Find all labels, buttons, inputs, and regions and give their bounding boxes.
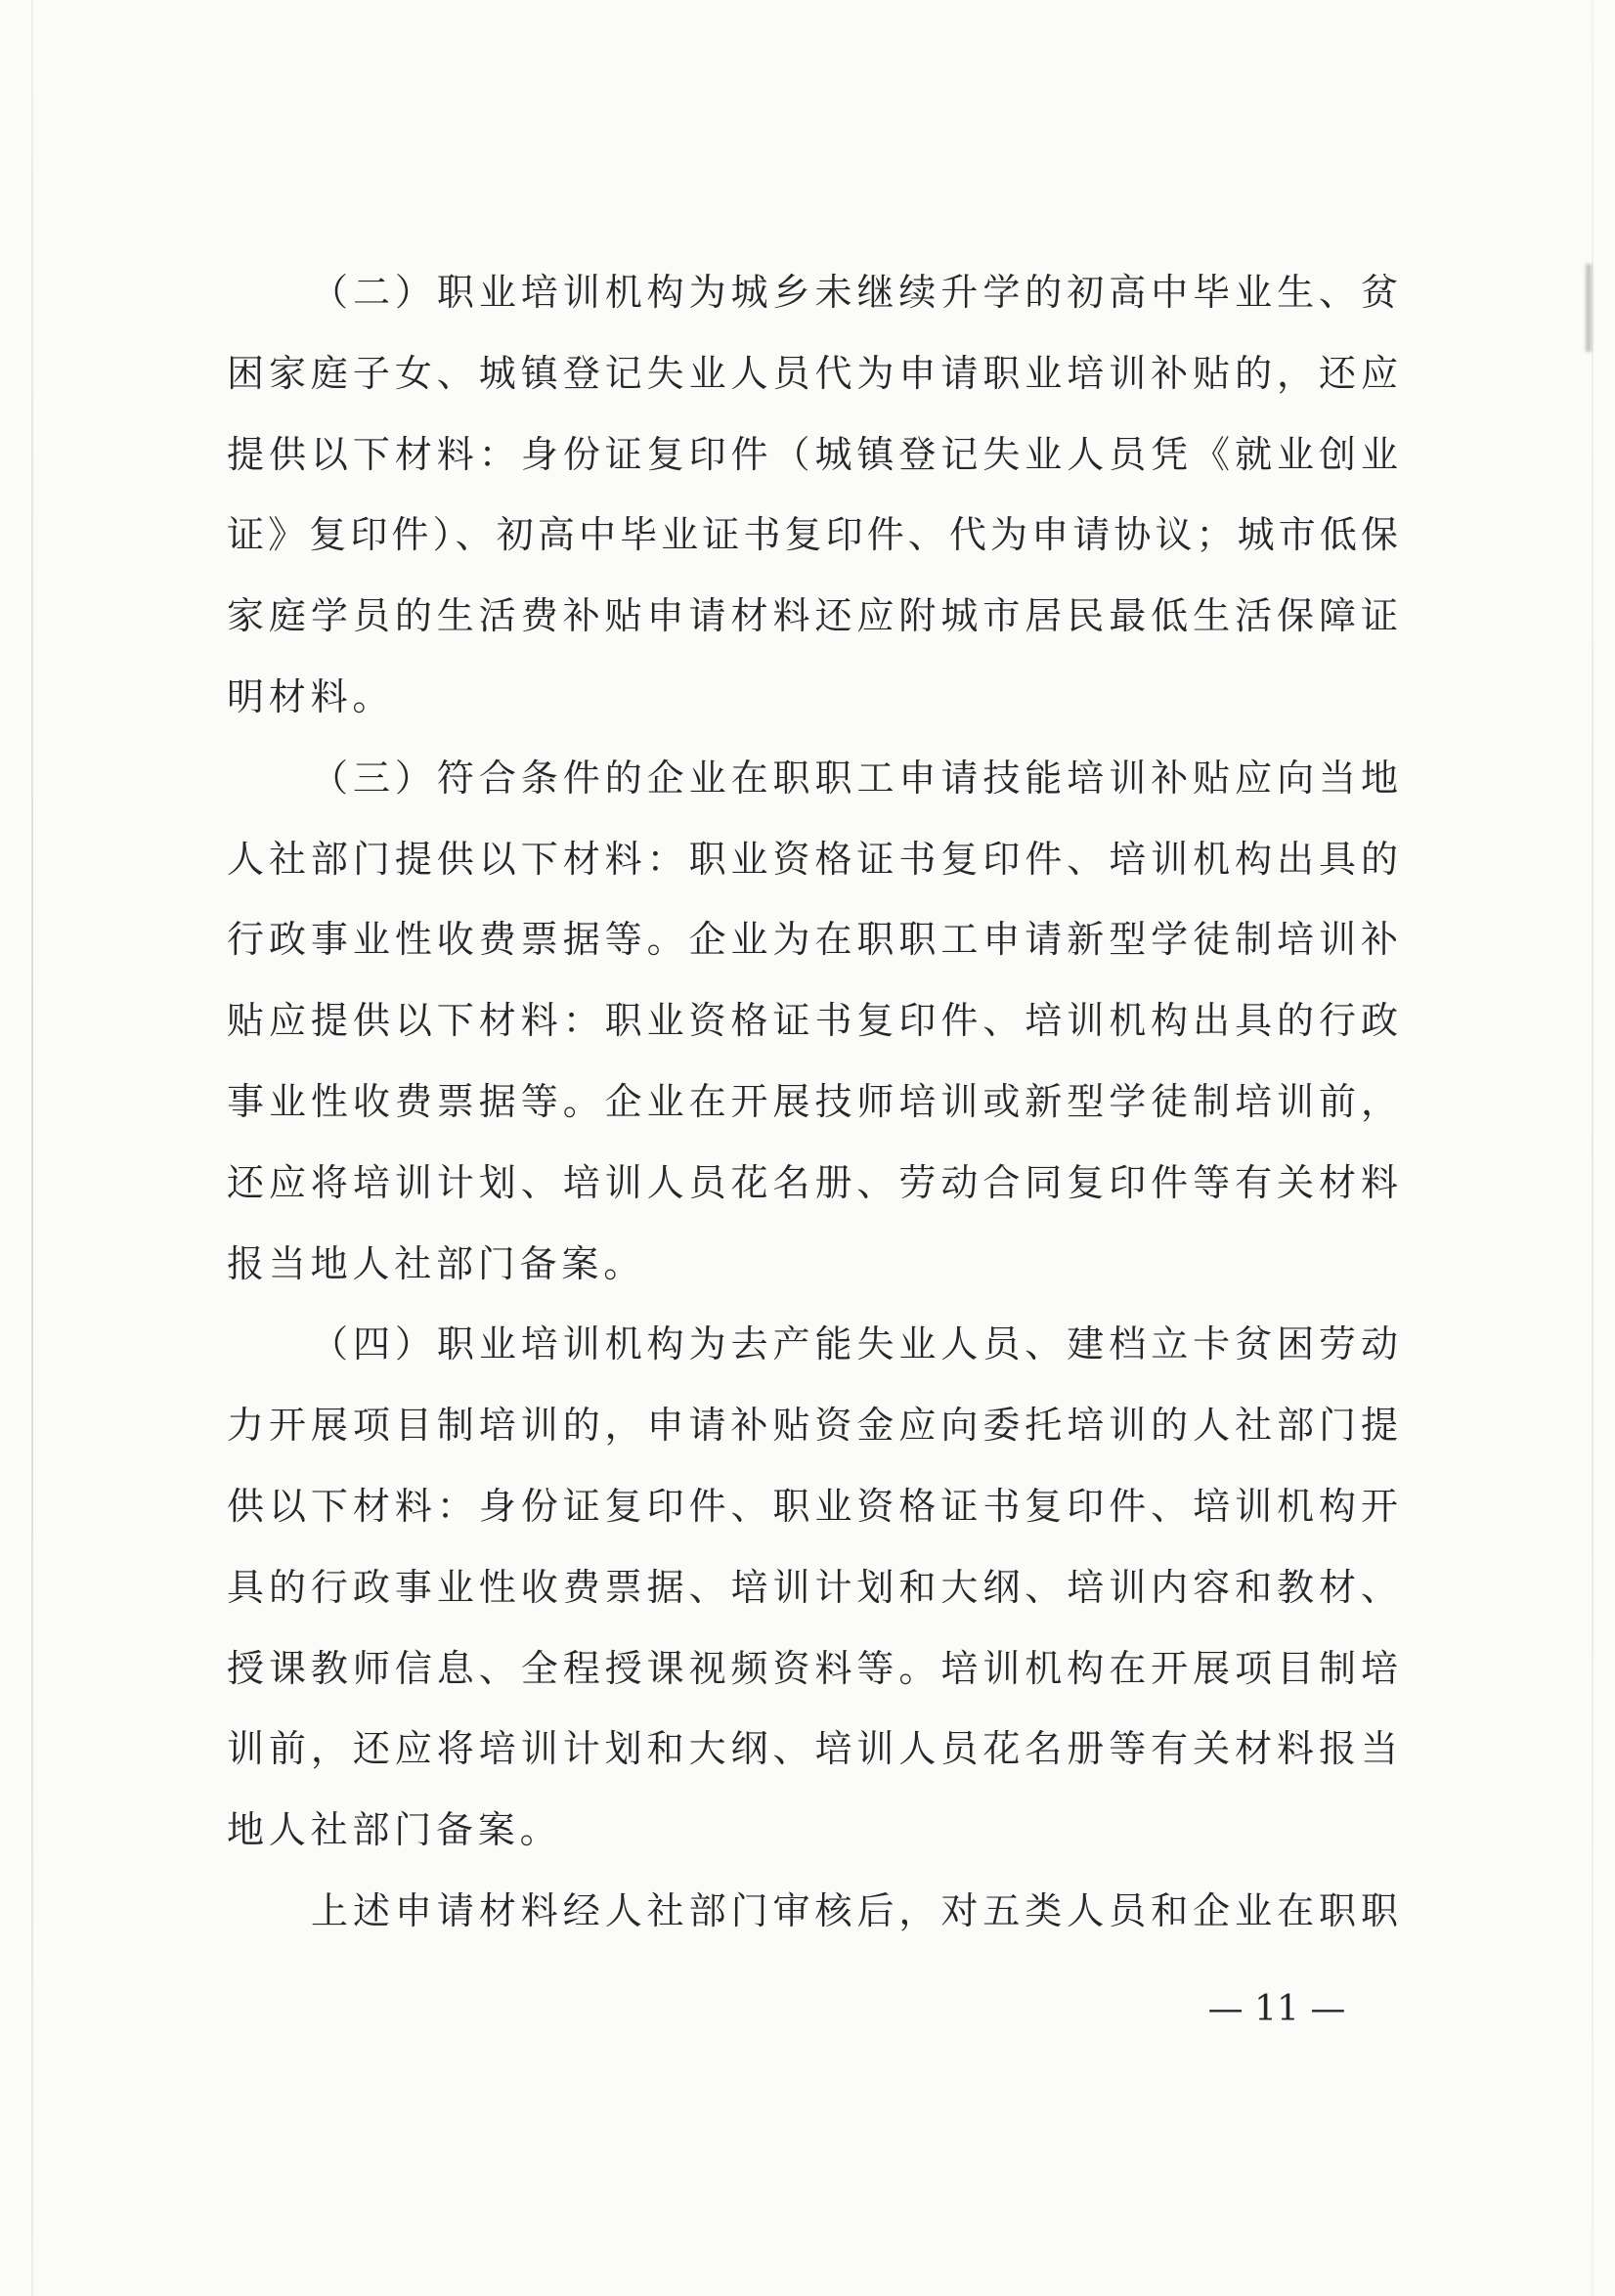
page-number: — 11 —	[1207, 1989, 1346, 2029]
text-line: 具的行政事业性收费票据、培训计划和大纲、培训内容和教材、	[227, 1565, 1398, 1609]
text-line: （三）符合条件的企业在职职工申请技能培训补贴应向当地	[311, 756, 1398, 800]
text-line: （二）职业培训机构为城乡未继续升学的初高中毕业生、贫	[311, 271, 1398, 314]
text-line: （四）职业培训机构为去产能失业人员、建档立卡贫困劳动	[311, 1322, 1398, 1366]
text-line: 还应将培训计划、培训人员花名册、劳动合同复印件等有关材料	[227, 1160, 1398, 1204]
text-line: 地人社部门备案。	[227, 1808, 562, 1852]
text-line: 行政事业性收费票据等。企业为在职职工申请新型学徒制培训补	[227, 918, 1398, 962]
scan-edge-right	[1592, 0, 1593, 2296]
text-line: 上述申请材料经人社部门审核后，对五类人员和企业在职职	[311, 1888, 1398, 1932]
text-line: 人社部门提供以下材料：职业资格证书复印件、培训机构出具的	[227, 837, 1398, 881]
text-line: 供以下材料：身份证复印件、职业资格证书复印件、培训机构开	[227, 1484, 1398, 1528]
scan-smudge	[1586, 264, 1592, 352]
paragraph-item-two	[227, 252, 1398, 738]
text-line: 事业性收费票据等。企业在开展技师培训或新型学徒制培训前，	[227, 1079, 1398, 1123]
text-line: 证》复印件）、初高中毕业证书复印件、代为申请协议；城市低保	[227, 513, 1398, 557]
scan-edge-left	[31, 0, 33, 2296]
text-line: 明材料。	[227, 674, 395, 718]
text-line: 报当地人社部门备案。	[227, 1241, 646, 1285]
body-text	[227, 252, 1398, 1952]
paragraph-item-four	[227, 1304, 1398, 1871]
text-line: 提供以下材料：身份证复印件（城镇登记失业人员凭《就业创业	[227, 432, 1398, 476]
text-line: 训前，还应将培训计划和大纲、培训人员花名册等有关材料报当	[227, 1727, 1398, 1771]
paragraph-item-three	[227, 738, 1398, 1305]
text-line: 力开展项目制培训的，申请补贴资金应向委托培训的人社部门提	[227, 1404, 1398, 1448]
paragraph-summary	[227, 1871, 1398, 1952]
text-line: 困家庭子女、城镇登记失业人员代为申请职业培训补贴的，还应	[227, 351, 1398, 395]
text-line: 家庭学员的生活费补贴申请材料还应附城市居民最低生活保障证	[227, 594, 1398, 638]
text-line: 贴应提供以下材料：职业资格证书复印件、培训机构出具的行政	[227, 999, 1398, 1043]
text-line: 授课教师信息、全程授课视频资料等。培训机构在开展项目制培	[227, 1646, 1398, 1690]
